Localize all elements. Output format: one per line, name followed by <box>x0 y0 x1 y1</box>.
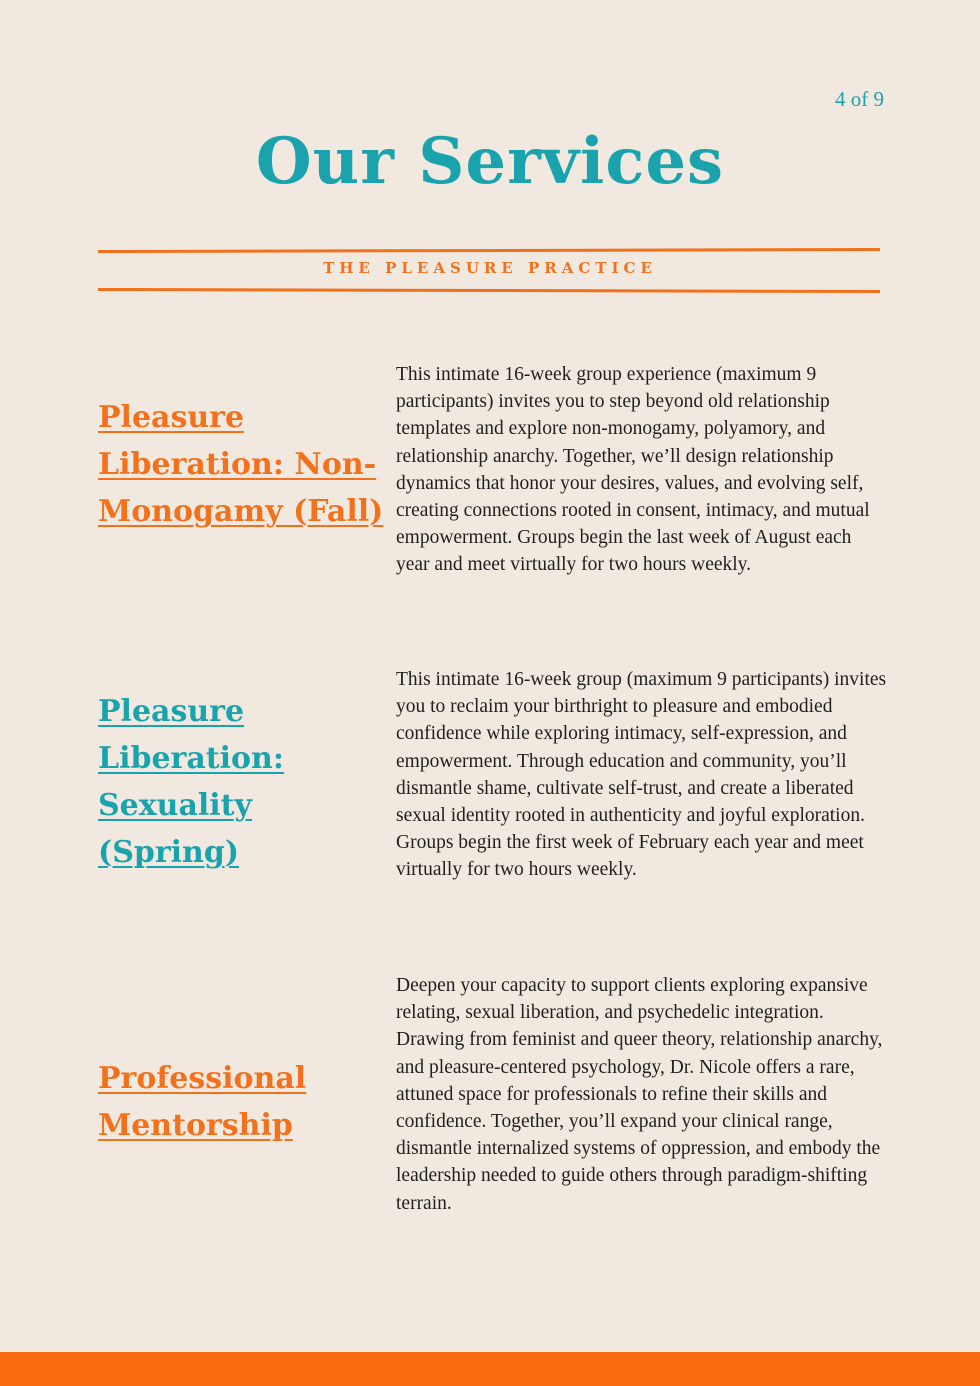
bottom-divider <box>98 288 880 293</box>
service-link-non-monogamy[interactable]: Pleasure Liberation: Non-Monogamy (Fall) <box>98 400 384 529</box>
service-link-professional-mentorship[interactable]: Professional Mentorship <box>98 1061 307 1143</box>
page-title: Our Services <box>255 124 725 199</box>
footer-bar <box>0 1352 980 1386</box>
service-description-sexuality: This intimate 16-week group (maximum 9 participants) invites you to reclaim your birthright to pleasure and embodied confidence while exploring intimacy, self-expression, and empowerment. Through education and community, you’ll dismantle shame, cultivate self-trust, and create a liberated sexual identity rooted in authenticity and joyful exploration. Groups begin the first week of February each year and meet virtually for two hours weekly. <box>396 669 887 881</box>
service-link-sexuality[interactable]: Pleasure Liberation: Sexuality (Spring) <box>98 694 284 870</box>
section-subtitle: THE PLEASURE PRACTICE <box>323 259 657 277</box>
service-description-professional-mentorship: Deepen your capacity to support clients exploring expansive relating, sexual liberation, and psychedelic integration. Drawing from feminist and queer theory, relationship anarchy, and pleasure-centered psychology, Dr. Nicole offers a rare, attuned space for professionals to refine their skills and confidence. Together, you’ll expand your clinical range, dismantle internalized systems of oppression, and embody the leadership needed to guide others through paradigm-shifting terrain. <box>396 975 883 1214</box>
page-number: 4 of 9 <box>835 87 884 111</box>
top-divider <box>98 248 880 253</box>
service-description-non-monogamy: This intimate 16-week group experience (maximum 9 participants) invites you to step beyond old relationship templates and explore non-monogamy, polyamory, and relationship anarchy. Together, we’ll design relationship dynamics that honor your desires, values, and evolving self, creating connections rooted in consent, intimacy, and mutual empowerment. Groups begin the last week of August each year and meet virtually for two hours weekly. <box>396 364 870 576</box>
